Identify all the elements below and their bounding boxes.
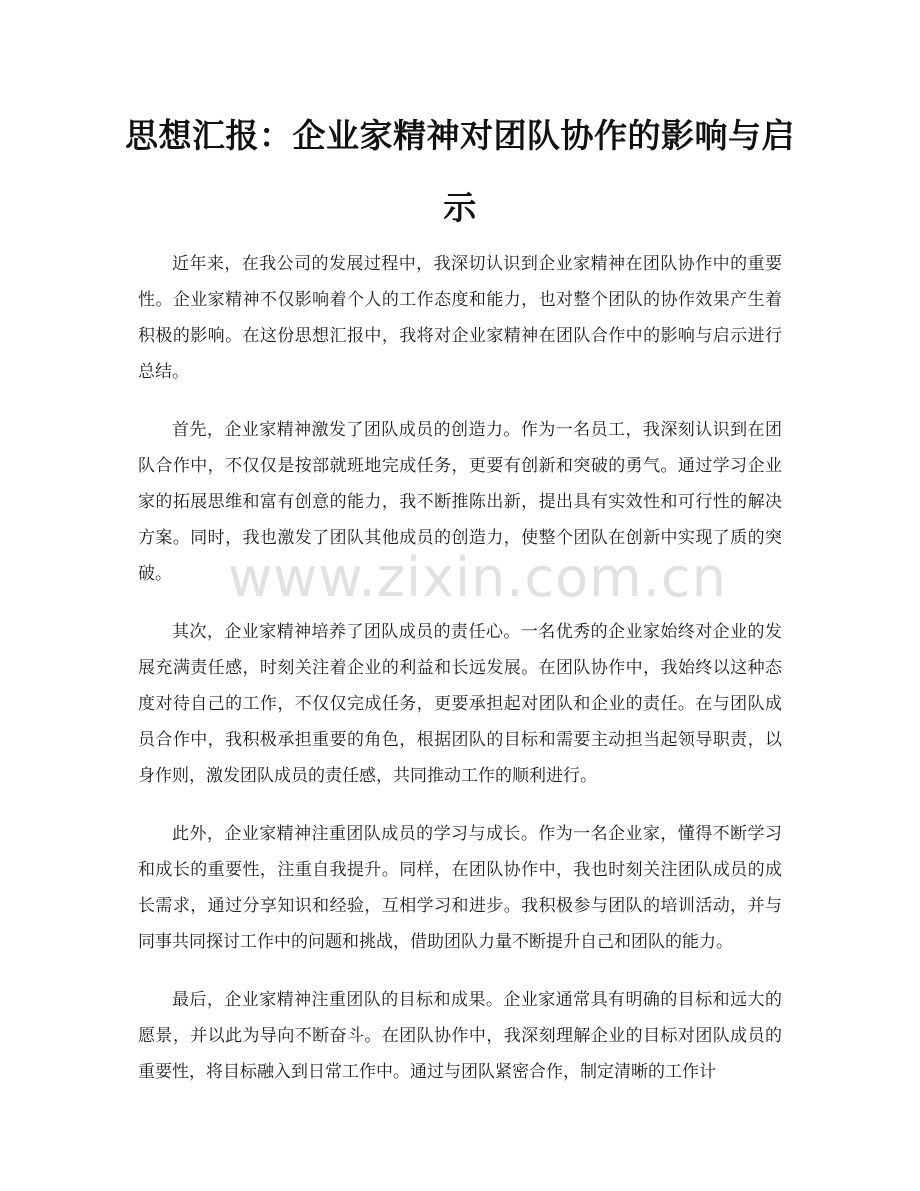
document-body	[138, 246, 782, 1112]
paragraph-intro: 近年来，在我公司的发展过程中，我深切认识到企业家精神在团队协作中的重要性。企业家精神不仅影响着个人的工作态度和能力，也对整个团队的协作效果产生着积极的影响。在这份思想汇报中，我将对企业家精神在团队合作中的影响与启示进行总结。	[138, 254, 782, 382]
paragraph-creativity: 首先，企业家精神激发了团队成员的创造力。作为一名员工，我深刻认识到在团队合作中，不仅仅是按部就班地完成任务，更要有创新和突破的勇气。通过学习企业家的拓展思维和富有创意的能力，我不断推陈出新，提出具有实效性和可行性的解决方案。同时，我也激发了团队其他成员的创造力，使整个团队在创新中实现了质的突破。	[138, 420, 782, 584]
paragraph-responsibility: 其次，企业家精神培养了团队成员的责任心。一名优秀的企业家始终对企业的发展充满责任感，时刻关注着企业的利益和长远发展。在团队协作中，我始终以这种态度对待自己的工作，不仅仅完成任务，更要承担起对团队和企业的责任。在与团队成员合作中，我积极承担重要的角色，根据团队的目标和需要主动担当起领导职责，以身作则，激发团队成员的责任感，共同推动工作的顺利进行。	[138, 622, 782, 786]
paragraph-learning: 此外，企业家精神注重团队成员的学习与成长。作为一名企业家，懂得不断学习和成长的重要性，注重自我提升。同样，在团队协作中，我也时刻关注团队成员的成长需求，通过分享知识和经验，互相学习和进步。我积极参与团队的培训活动，并与同事共同探讨工作中的问题和挑战，借助团队力量不断提升自己和团队的能力。	[138, 824, 782, 952]
paragraph-goals: 最后，企业家精神注重团队的目标和成果。企业家通常具有明确的目标和远大的愿景，并以此为导向不断奋斗。在团队协作中，我深刻理解企业的目标对团队成员的重要性，将目标融入到日常工作中。通过与团队紧密合作，制定清晰的工作计	[138, 990, 782, 1082]
watermark-text: www.zixin.com.cn	[228, 546, 727, 609]
document-title: 思想汇报：企业家精神对团队协作的影响与启示	[125, 116, 795, 227]
